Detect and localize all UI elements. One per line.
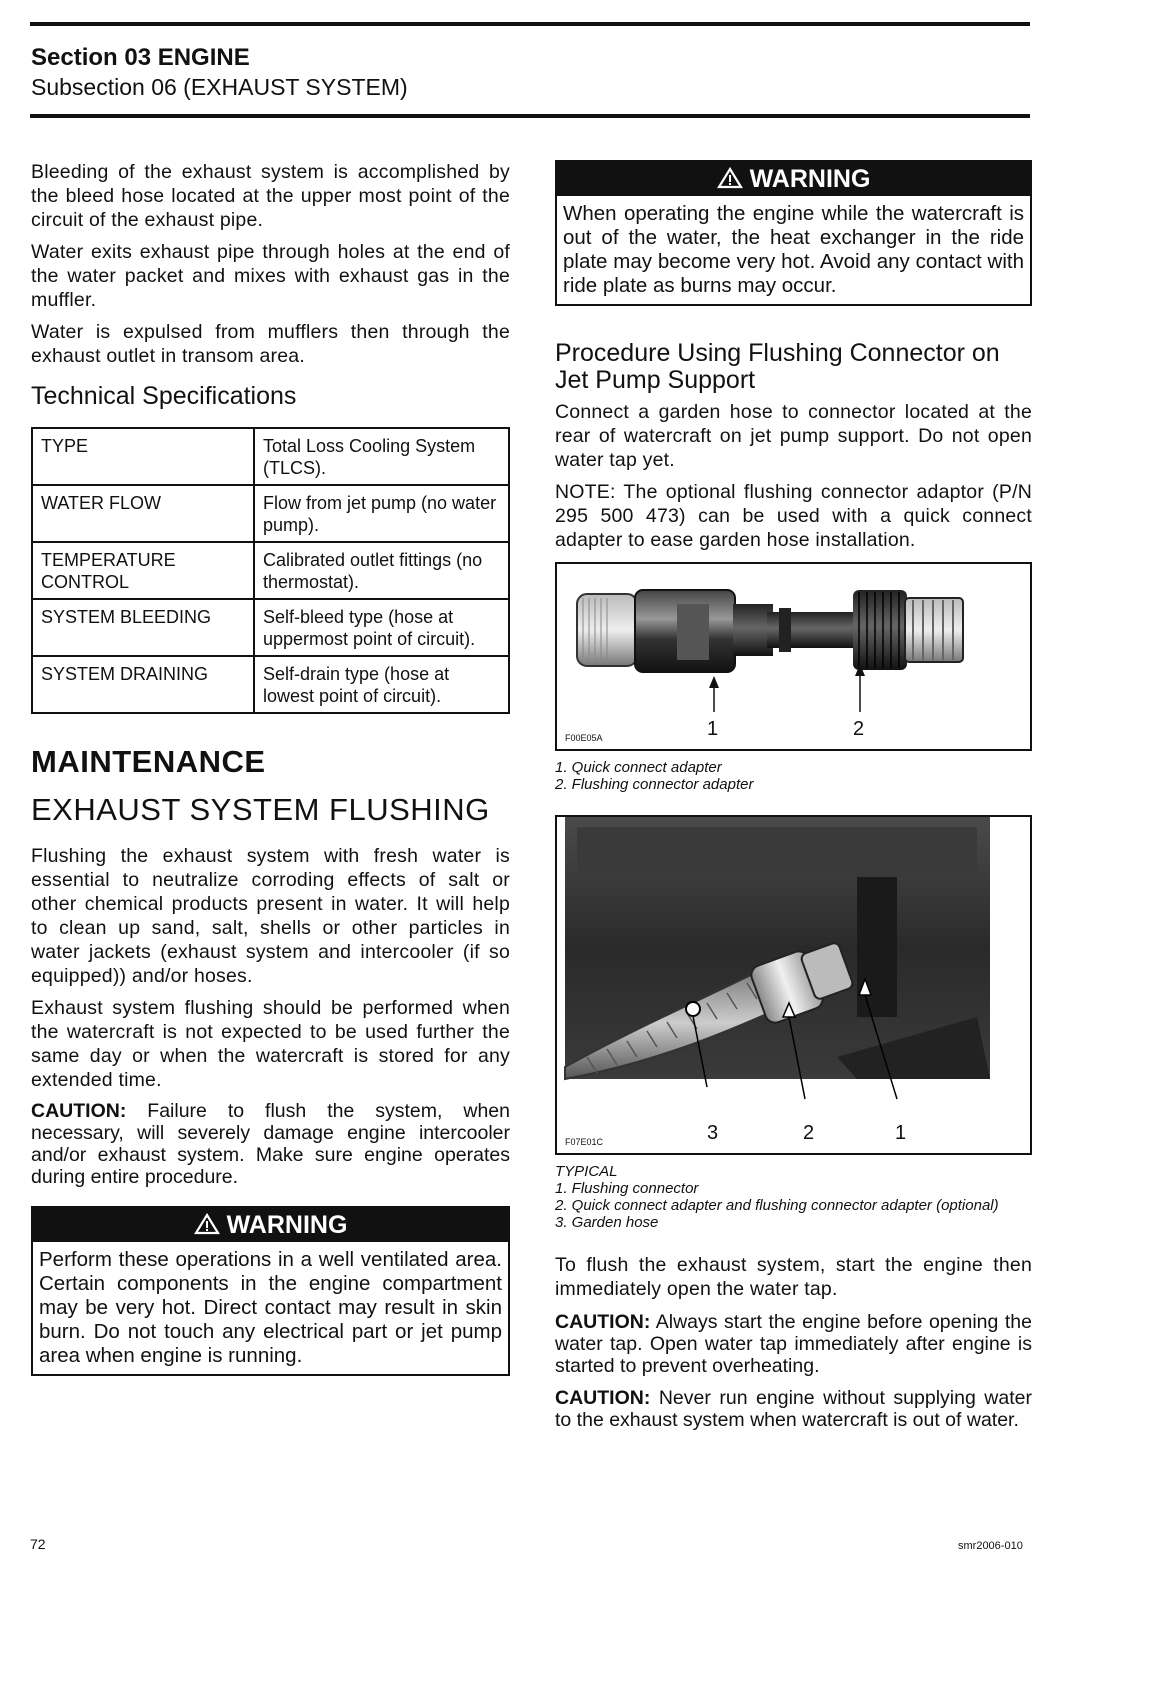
spec-value: Flow from jet pump (no water pump).: [254, 485, 509, 542]
caption-item: 1. Flushing connector: [555, 1180, 699, 1197]
intro-paragraph: Bleeding of the exhaust system is accomplished by the bleed hose located at the upper most point of the circuit of the exhaust pipe.: [31, 161, 510, 231]
spec-value: Calibrated outlet fittings (no thermostat).: [254, 542, 509, 599]
spec-value: Self-bleed type (hose at uppermost point of circuit).: [254, 599, 509, 656]
maintenance-heading: MAINTENANCE: [31, 744, 266, 779]
right-column: [555, 160, 1032, 1441]
spec-key: SYSTEM DRAINING: [32, 656, 254, 713]
document-code: smr2006-010: [958, 1540, 1023, 1552]
note-label: NOTE:: [555, 481, 616, 503]
figure-hose-photo: [555, 815, 1032, 1155]
flushing-paragraph: Flushing the exhaust system with fresh water is essential to neutralize corroding effects of salt or other chemical products present in water. It will help to clean up sand, salt, shells or other particles in water jackets (exhaust system and intercooler (if so equipped)) and/or hoses.: [31, 845, 510, 987]
figure-caption: [555, 1163, 1032, 1231]
spec-key: TYPE: [32, 428, 254, 485]
flush-instruction: To flush the exhaust system, start the engine then immediately open the water tap.: [555, 1254, 1032, 1300]
spec-key: WATER FLOW: [32, 485, 254, 542]
procedure-heading: Procedure Using Flushing Connector on Jet Pump Support: [555, 339, 1000, 394]
spec-value: Self-drain type (hose at lowest point of circuit).: [254, 656, 509, 713]
spec-key: SYSTEM BLEEDING: [32, 599, 254, 656]
warning-bar: [33, 1208, 508, 1242]
flushing-heading: EXHAUST SYSTEM FLUSHING: [31, 792, 490, 827]
figure-caption: [555, 759, 1032, 793]
callout-number: 1: [707, 718, 719, 740]
caption-item: 3. Garden hose: [555, 1214, 659, 1231]
warning-bar: [557, 162, 1030, 196]
figure-connectors: [555, 562, 1032, 751]
table-row: [32, 656, 509, 713]
warning-title: WARNING: [226, 1211, 348, 1239]
caution-text: Never run engine without supplying water to the exhaust system when watercraft is out of water.: [555, 1387, 1032, 1431]
figure-code: F00E05A: [565, 733, 603, 743]
figure-code: F07E01C: [565, 1137, 604, 1147]
intro-paragraph: Water exits exhaust pipe through holes at the end of the water packet and mixes with exhaust gas in the muffler.: [31, 241, 510, 311]
caution-text: Always start the engine before opening the water tap. Open water tap immediately after engine is started to prevent overheating.: [555, 1311, 1032, 1377]
warning-title: WARNING: [749, 165, 871, 193]
connector-photo: [557, 564, 1030, 745]
spec-key: TEMPERATURE CONTROL: [32, 542, 254, 599]
caution-label: CAUTION:: [555, 1311, 651, 1333]
hose-photo: [557, 817, 1030, 1149]
page-number: 72: [30, 1536, 46, 1552]
callout-number: 2: [803, 1122, 815, 1144]
callout-number: 2: [853, 718, 865, 740]
warning-box: [31, 1206, 510, 1376]
header-rule: [30, 114, 1030, 118]
warning-text: When operating the engine while the watercraft is out of the water, the heat exchanger in the ride plate may become very hot. Avoid any contact with ride plate as burns may occur.: [563, 202, 1024, 297]
caption-item: TYPICAL: [555, 1163, 618, 1180]
spec-table: [31, 427, 510, 714]
caution-note: [31, 1100, 510, 1188]
caption-item: 2. Quick connect adapter and flushing connector adapter (optional): [555, 1197, 999, 1214]
subsection-title: Subsection 06 (EXHAUST SYSTEM): [31, 74, 408, 100]
caution-label: CAUTION:: [31, 1100, 127, 1122]
intro-paragraph: Water is expulsed from mufflers then through the exhaust outlet in transom area.: [31, 321, 510, 367]
tech-spec-heading: Technical Specifications: [31, 382, 297, 410]
table-row: [32, 428, 509, 485]
note-paragraph: [555, 480, 1032, 552]
warning-triangle-icon: [194, 1211, 227, 1239]
warning-triangle-icon: [717, 165, 750, 193]
procedure-paragraph: Connect a garden hose to connector located at the rear of watercraft on jet pump support. Do not open water tap yet.: [555, 401, 1032, 471]
caution-label: CAUTION:: [555, 1387, 651, 1409]
top-rule: [30, 22, 1030, 26]
left-column: [31, 160, 510, 1376]
table-row: [32, 485, 509, 542]
caution-text: Failure to flush the system, when necessary, will severely damage engine intercooler and/or exhaust system. Make sure engine operates during entire procedure.: [31, 1100, 510, 1188]
caution-note: [555, 1311, 1032, 1377]
caption-item: 1. Quick connect adapter: [555, 759, 722, 776]
section-title: Section 03 ENGINE: [31, 44, 250, 71]
table-row: [32, 542, 509, 599]
caption-item: 2. Flushing connector adapter: [555, 776, 754, 793]
table-row: [32, 599, 509, 656]
note-text: The optional flushing connector adaptor (P/N 295 500 473) can be used with a quick connect adapter to ease garden hose installation.: [555, 481, 1032, 551]
caution-note: [555, 1387, 1032, 1431]
callout-number: 1: [895, 1122, 907, 1144]
spec-value: Total Loss Cooling System (TLCS).: [254, 428, 509, 485]
flushing-paragraph: Exhaust system flushing should be performed when the watercraft is not expected to be used further the same day or when the watercraft is stored for any extended time.: [31, 997, 510, 1091]
callout-number: 3: [707, 1122, 719, 1144]
warning-text: Perform these operations in a well ventilated area. Certain components in the engine compartment may be very hot. Direct contact may result in skin burn. Do not touch any electrical part or jet pump area when engine is running.: [39, 1248, 502, 1367]
warning-box: [555, 160, 1032, 306]
